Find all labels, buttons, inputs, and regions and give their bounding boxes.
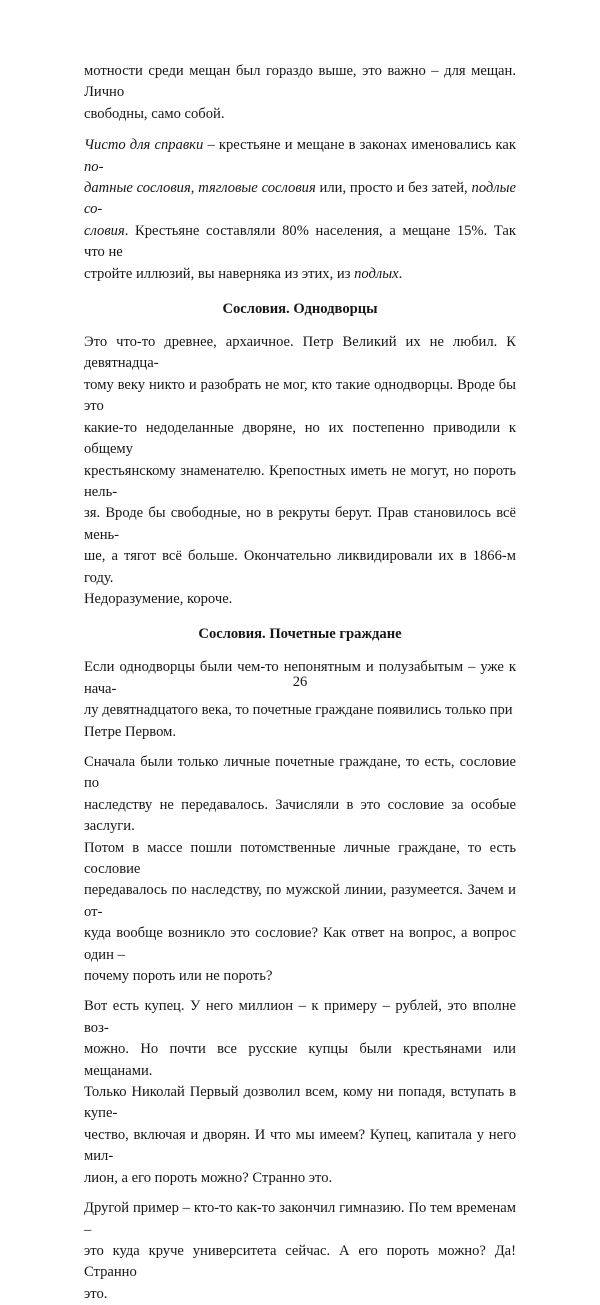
text-run: передавалось по наследству, по мужской линии, разумеется. Зачем и от-: [84, 882, 516, 920]
italic-text: словия: [84, 222, 125, 239]
text-run: это куда круче университета сейчас. А его пороть можно? Да! Странно: [84, 1242, 516, 1281]
text-run: почему пороть или не пороть?: [84, 968, 273, 985]
text-line: [84, 1039, 516, 1082]
text-line: [84, 461, 516, 504]
italic-text: датные сословия: [84, 180, 191, 197]
text-run: . Крестьяне составляли 80% населения, а мещане 15%. Так что не: [84, 222, 516, 261]
text-run: или, просто и без затей,: [315, 180, 472, 197]
text-line: [84, 375, 516, 418]
paragraph: [84, 996, 516, 1189]
text-run: тому веку никто и разобрать не мог, кто такие однодворцы. Вроде бы это: [84, 376, 516, 415]
text-line: [84, 332, 516, 375]
text-run: Это что-то древнее, архаичное. Петр Великий их не любил. К девятнадцa-: [84, 334, 516, 372]
text-run: лион, а его пороть можно? Странно это.: [84, 1169, 333, 1186]
text-run: Вот есть купец. У него миллион – к примеру – рублей, это вполне воз-: [84, 998, 516, 1036]
text-run: – крестьяне и мещане в законах именовались как: [203, 137, 516, 154]
text-run: можно. Но почти все русские купцы были крестьянами или мещанами.: [84, 1041, 516, 1079]
text-line: [84, 996, 516, 1039]
italic-text: по-: [84, 158, 104, 175]
paragraph: [84, 752, 516, 987]
text-line: [84, 589, 516, 610]
text-run: это.: [84, 1285, 108, 1302]
text-line: [84, 838, 516, 881]
paragraph: [84, 332, 516, 610]
text-run: какие-то недоделанные дворяне, но их постепенно приводили к общему: [84, 419, 516, 458]
text-run: куда вообще возникло это сословие? Как ответ на вопрос, а вопрос один –: [84, 925, 516, 963]
text-run: ше, а тягот всё больше. Окончательно ликвидировали их в 1866-м году.: [84, 548, 516, 586]
paragraph: [84, 657, 516, 743]
italic-text: подлых: [354, 265, 399, 282]
text-run: .: [398, 265, 403, 282]
text-line: [84, 61, 516, 104]
text-run: ,: [190, 180, 199, 197]
text-run: крестьянскому знаменателю. Крепостных иметь не могут, но пороть нель-: [84, 462, 516, 500]
text-line: [84, 923, 516, 966]
text-line: [84, 752, 516, 795]
text-line: [84, 104, 516, 125]
paragraph: [84, 135, 516, 285]
paragraph: [84, 1198, 516, 1305]
text-run: стройте иллюзий, вы наверняка из этих, из: [84, 265, 355, 282]
text-line: [84, 503, 516, 546]
text-run: Потом в массе пошли потомственные личные граждане, то есть сословие: [84, 839, 516, 877]
text-run: Недоразумение, короче.: [84, 590, 233, 607]
text-run: Если однодворцы были чем-то непонятным и полузабытым – уже к нача-: [84, 659, 516, 697]
text-line: [84, 1168, 516, 1189]
text-run: лу девятнадцатого века, то почетные граждане появились только при: [84, 702, 513, 719]
page-number: 26: [292, 674, 308, 690]
text-run: Только Николай Первый дозволил всем, кому ни попадя, вступать в купе-: [84, 1084, 516, 1122]
text-line: [84, 700, 516, 721]
paragraph: [84, 61, 516, 125]
text-line: [84, 418, 516, 461]
text-line: [84, 880, 516, 923]
text-line: [84, 264, 516, 285]
italic-text: тягловые сословия: [198, 180, 316, 197]
text-line: [84, 1198, 516, 1241]
text-line: [84, 178, 516, 221]
text-run: чество, включая и дворян. И что мы имеем? Купец, капитала у него мил-: [84, 1126, 516, 1165]
text-run: свободны, само собой.: [84, 105, 225, 122]
section-heading: Сословия. Почетные граждане: [198, 626, 402, 643]
text-line: [84, 795, 516, 838]
text-run: наследству не передавалось. Зачисляли в это сословие за особые заслуги.: [84, 796, 516, 835]
text-line: [84, 1241, 516, 1284]
section-heading: Сословия. Однодворцы: [222, 301, 378, 318]
text-line: [84, 1125, 516, 1168]
text-line: [84, 1284, 516, 1305]
text-line: [84, 135, 516, 178]
text-line: [84, 546, 516, 589]
text-run: Сначала были только личные почетные граждане, то есть, сословие по: [84, 753, 516, 792]
italic-text: подлые со-: [84, 180, 517, 218]
text-line: [84, 966, 516, 987]
text-run: Другой пример – кто-то как-то закончил гимназию. По тем временам –: [84, 1200, 516, 1238]
text-line: [84, 221, 516, 264]
text-line: [84, 1082, 516, 1125]
text-line: [84, 722, 516, 743]
text-run: зя. Вроде бы свободные, но в рекруты берут. Прав становилось всё мень-: [84, 505, 516, 543]
italic-text: Чисто для справки: [84, 137, 204, 154]
text-run: Петре Первом.: [84, 723, 177, 740]
text-run: мотности среди мещан был гораздо выше, это важно – для мещан. Лично: [84, 63, 516, 101]
